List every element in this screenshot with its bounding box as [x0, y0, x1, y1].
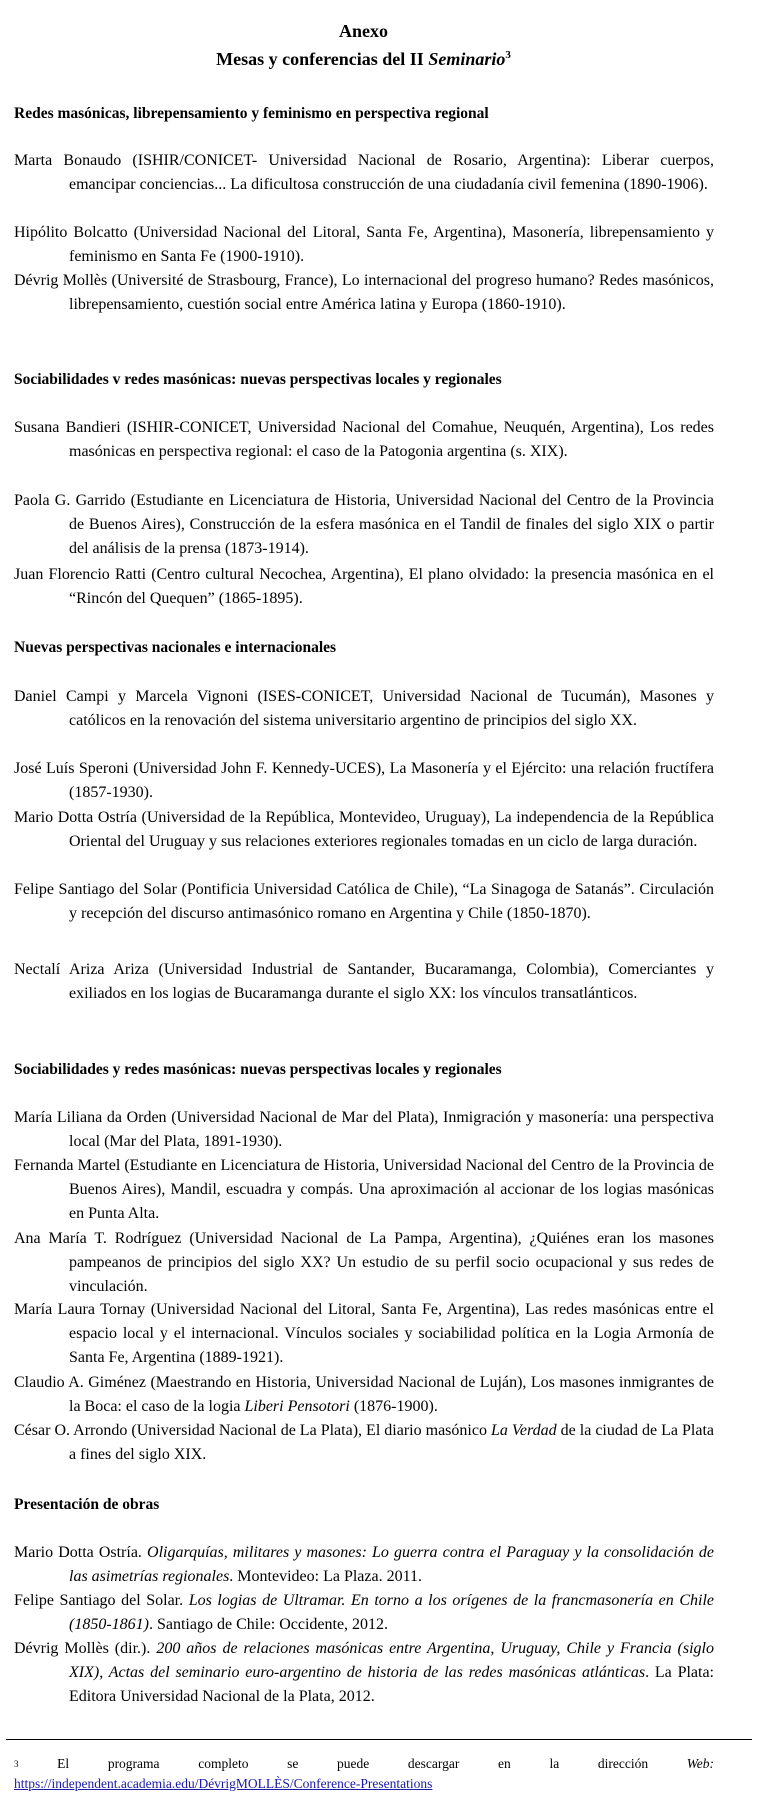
program-entry: María Laura Tornay (Universidad Nacional del Litoral, Santa Fe, Argentina), Las redes masónicas entre el espacio local y el internacional. Vínculos sociales y sociabilidad política en la Logia Armonía de Santa Fe, Argentina (1889-1921).	[14, 1301, 714, 1366]
program-entry: Paola G. Garrido (Estudiante en Licenciatura de Historia, Universidad Nacional del Centro de la Provincia de Buenos Aires), Construcción de la esfera masónica en el Tandil de finales del siglo XIX o partir del análisis de la prensa (1873-1914).	[14, 492, 714, 557]
program-entry: Claudio A. Giménez (Maestrando en Historia, Universidad Nacional de Luján), Los masones inmigrantes de la Boca: el caso de la logia Liberi Pensotori (1876-1900).	[14, 1374, 714, 1415]
program-entry: Dévrig Mollès (dir.). 200 años de relaciones masónicas entre Argentina, Uruguay, Chile y Francia (siglo XIX), Actas del seminario euro-argentino de historia de las redes masónicas atlánticas. La Plata: Editora Universidad Nacional de la Plata, 2012.	[14, 1640, 715, 1705]
footnote-word: descargar	[407, 1756, 460, 1771]
footnote-separator	[6, 1739, 752, 1740]
program-entry: Hipólito Bolcatto (Universidad Nacional del Litoral, Santa Fe, Argentina), Masonería, librepensamiento y feminismo en Santa Fe (1900-1910).	[14, 224, 714, 265]
program-entry: María Liliana da Orden (Universidad Nacional de Mar del Plata), Inmigración y masonería: una perspectiva local (Mar del Plata, 1891-1930).	[14, 1109, 714, 1150]
footnote-word: la	[549, 1756, 560, 1771]
footnote-word: Web:	[686, 1756, 714, 1771]
footnote-link[interactable]: https://independent.academia.edu/DévrigMOLLÈS/Conference-Presentations	[14, 1776, 433, 1791]
program-entry: César O. Arrondo (Universidad Nacional de La Plata), El diario masónico La Verdad de la ciudad de La Plata a fines del siglo XIX.	[14, 1422, 715, 1463]
footnote-mark: 3	[14, 1759, 19, 1769]
annex-subtitle	[0, 44, 727, 70]
program-entry: Felipe Santiago del Solar (Pontificia Universidad Católica de Chile), “La Sinagoga de Satanás”. Circulación y recepción del discurso antimasónico romano en Argentina y Chile (1850-1870).	[14, 881, 714, 922]
footnote-text	[14, 1754, 714, 1774]
annex-subtitle-italic: Seminario	[428, 49, 506, 69]
entry-title-italic: 200 años de relaciones masónicas entre Argentina, Uruguay, Chile y Francia (siglo XIX), Actas del seminario euro-argentino de historia de las redes masónicas atlánticas	[69, 1640, 714, 1681]
program-entry: Felipe Santiago del Solar. Los logias de Ultramar. En torno a los orígenes de la francmasonería en Chile (1850-1861). Santiago de Chile: Occidente, 2012.	[14, 1592, 714, 1633]
footnote-reference[interactable]: 3	[505, 49, 511, 61]
program-entry: Ana María T. Rodríguez (Universidad Nacional de La Pampa, Argentina), ¿Quiénes eran los masones pampeanos de principios del siglo XX? Un estudio de su perfil socio ocupacional y sus redes de vinculación.	[14, 1230, 714, 1295]
program-entry: Marta Bonaudo (ISHIR/CONICET- Universidad Nacional de Rosario, Argentina): Liberar cuerpos, emancipar conciencias... La dificultosa construcción de una ciudadanía civil femenina (1890-1906).	[14, 152, 714, 193]
footnote-word: programa	[107, 1756, 160, 1771]
footnote-word: El	[57, 1756, 70, 1771]
section-heading: Presentación de obras	[14, 1496, 160, 1513]
annex-subtitle-text: Mesas y conferencias del II	[216, 49, 429, 69]
entry-title-italic: Los logias de Ultramar. En torno a los orígenes de la francmasonería en Chile (1850-1861)	[69, 1592, 714, 1633]
program-entry: Mario Dotta Ostría (Universidad de la República, Montevideo, Uruguay), La independencia de la República Oriental del Uruguay y sus relaciones exteriores regionales tomadas en un ciclo de larga duración.	[14, 809, 714, 850]
footnote-word: puede	[337, 1756, 370, 1771]
entry-title-italic: Oligarquías, militares y masones: Lo guerra contra el Paraguay y la consolidación de las asimetrías regionales	[69, 1544, 715, 1585]
section-heading: Nuevas perspectivas nacionales e internacionales	[14, 639, 337, 656]
section-heading: Sociabilidades v redes masónicas: nuevas perspectivas locales y regionales	[14, 371, 502, 388]
footnote-word: completo	[198, 1756, 249, 1771]
program-entry: Mario Dotta Ostría. Oligarquías, militares y masones: Lo guerra contra el Paraguay y la consolidación de las asimetrías regionales. Montevideo: La Plaza. 2011.	[14, 1544, 715, 1585]
program-entry: Daniel Campi y Marcela Vignoni (ISES-CONICET, Universidad Nacional de Tucumán), Masones y católicos en la renovación del sistema universitario argentino de principios del siglo XX.	[14, 688, 714, 729]
program-entry: José Luís Speroni (Universidad John F. Kennedy-UCES), La Masonería y el Ejército: una relación fructífera (1857-1930).	[14, 760, 714, 801]
entry-title-italic: La Verdad	[490, 1422, 557, 1439]
program-entry: Juan Florencio Ratti (Centro cultural Necochea, Argentina), El plano olvidado: la presencia masónica en el “Rincón del Quequen” (1865-1895).	[14, 566, 714, 607]
entry-title-italic: Liberi Pensotori	[244, 1398, 350, 1415]
section-heading: Redes masónicas, librepensamiento y feminismo en perspectiva regional	[14, 105, 489, 122]
footnote	[14, 1754, 714, 1794]
program-entry: Dévrig Mollès (Université de Strasbourg, France), Lo internacional del progreso humano? Redes masónicos, librepensamiento, cuestión social entre América latina y Europa (1860-1910).	[14, 272, 714, 313]
footnote-word: en	[498, 1756, 511, 1771]
program-entry: Susana Bandieri (ISHIR-CONICET, Universidad Nacional del Comahue, Neuquén, Argentina), Los redes masónicas en perspectiva regional: el caso de la Patogonia argentina (s. XIX).	[14, 419, 714, 460]
annex-heading: Anexo	[339, 21, 388, 41]
section-heading: Sociabilidades y redes masónicas: nuevas perspectivas locales y regionales	[14, 1061, 502, 1078]
program-entry: Fernanda Martel (Estudiante en Licenciatura de Historia, Universidad Nacional del Centro de la Provincia de Buenos Aires), Mandil, escuadra y compás. Una aproximación al accionar de los logias masónicas en Punta Alta.	[14, 1157, 714, 1222]
program-entry: Nectalí Ariza Ariza (Universidad Industrial de Santander, Bucaramanga, Colombia), Comerciantes y exiliados en los logias de Bucaramanga durante el siglo XX: los vínculos transatlánticos.	[14, 961, 714, 1002]
footnote-word: dirección	[597, 1756, 649, 1771]
footnote-word: se	[287, 1756, 299, 1771]
